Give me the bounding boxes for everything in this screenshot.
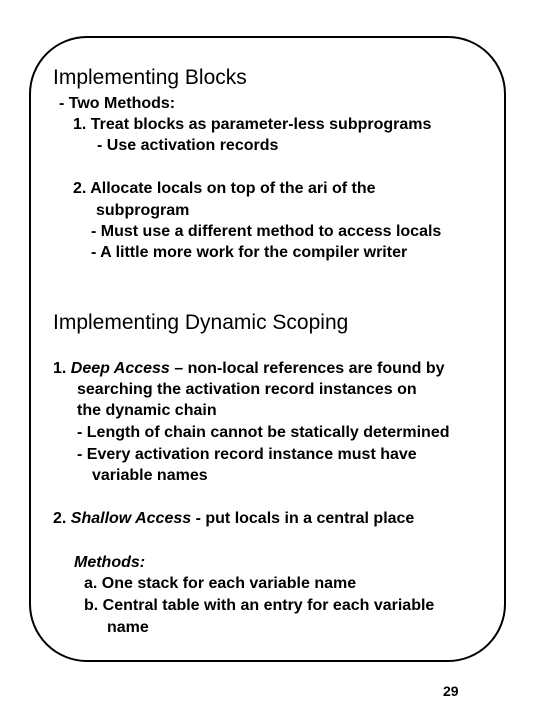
text-line: searching the activation record instances on (77, 381, 417, 398)
text-line: - Two Methods: (59, 95, 176, 112)
text-line: variable names (92, 467, 208, 484)
method-item: name (107, 619, 149, 636)
page-number: 29 (443, 683, 459, 699)
methods-label: Methods: (74, 554, 146, 571)
term-description: – non-local references are found by (169, 360, 445, 377)
text-line: subprogram (96, 202, 190, 219)
section-title-dynamic-scoping: Implementing Dynamic Scoping (53, 311, 349, 334)
method-item: b. Central table with an entry for each variable (84, 597, 435, 614)
text-line: the dynamic chain (77, 402, 217, 419)
text-line: 1. Treat blocks as parameter-less subprograms (73, 116, 432, 133)
list-number: 1. (53, 360, 67, 377)
term-description: put locals in a central place (200, 510, 415, 527)
deep-access-line (53, 361, 445, 377)
text-line: - Every activation record instance must have (77, 446, 417, 463)
text-line: - Length of chain cannot be statically determined (77, 424, 450, 441)
text-line: - Use activation records (97, 137, 279, 154)
text-line: - Must use a different method to access locals (91, 223, 442, 240)
term-shallow-access: Shallow Access - (70, 510, 201, 527)
section-title-blocks: Implementing Blocks (53, 66, 247, 89)
shallow-access-line (53, 511, 414, 527)
text-line: - A little more work for the compiler writer (91, 244, 408, 261)
term-deep-access: Deep Access (70, 360, 170, 377)
method-item: a. One stack for each variable name (84, 575, 357, 592)
text-line: 2. Allocate locals on top of the ari of the (73, 180, 376, 197)
list-number: 2. (53, 510, 67, 527)
